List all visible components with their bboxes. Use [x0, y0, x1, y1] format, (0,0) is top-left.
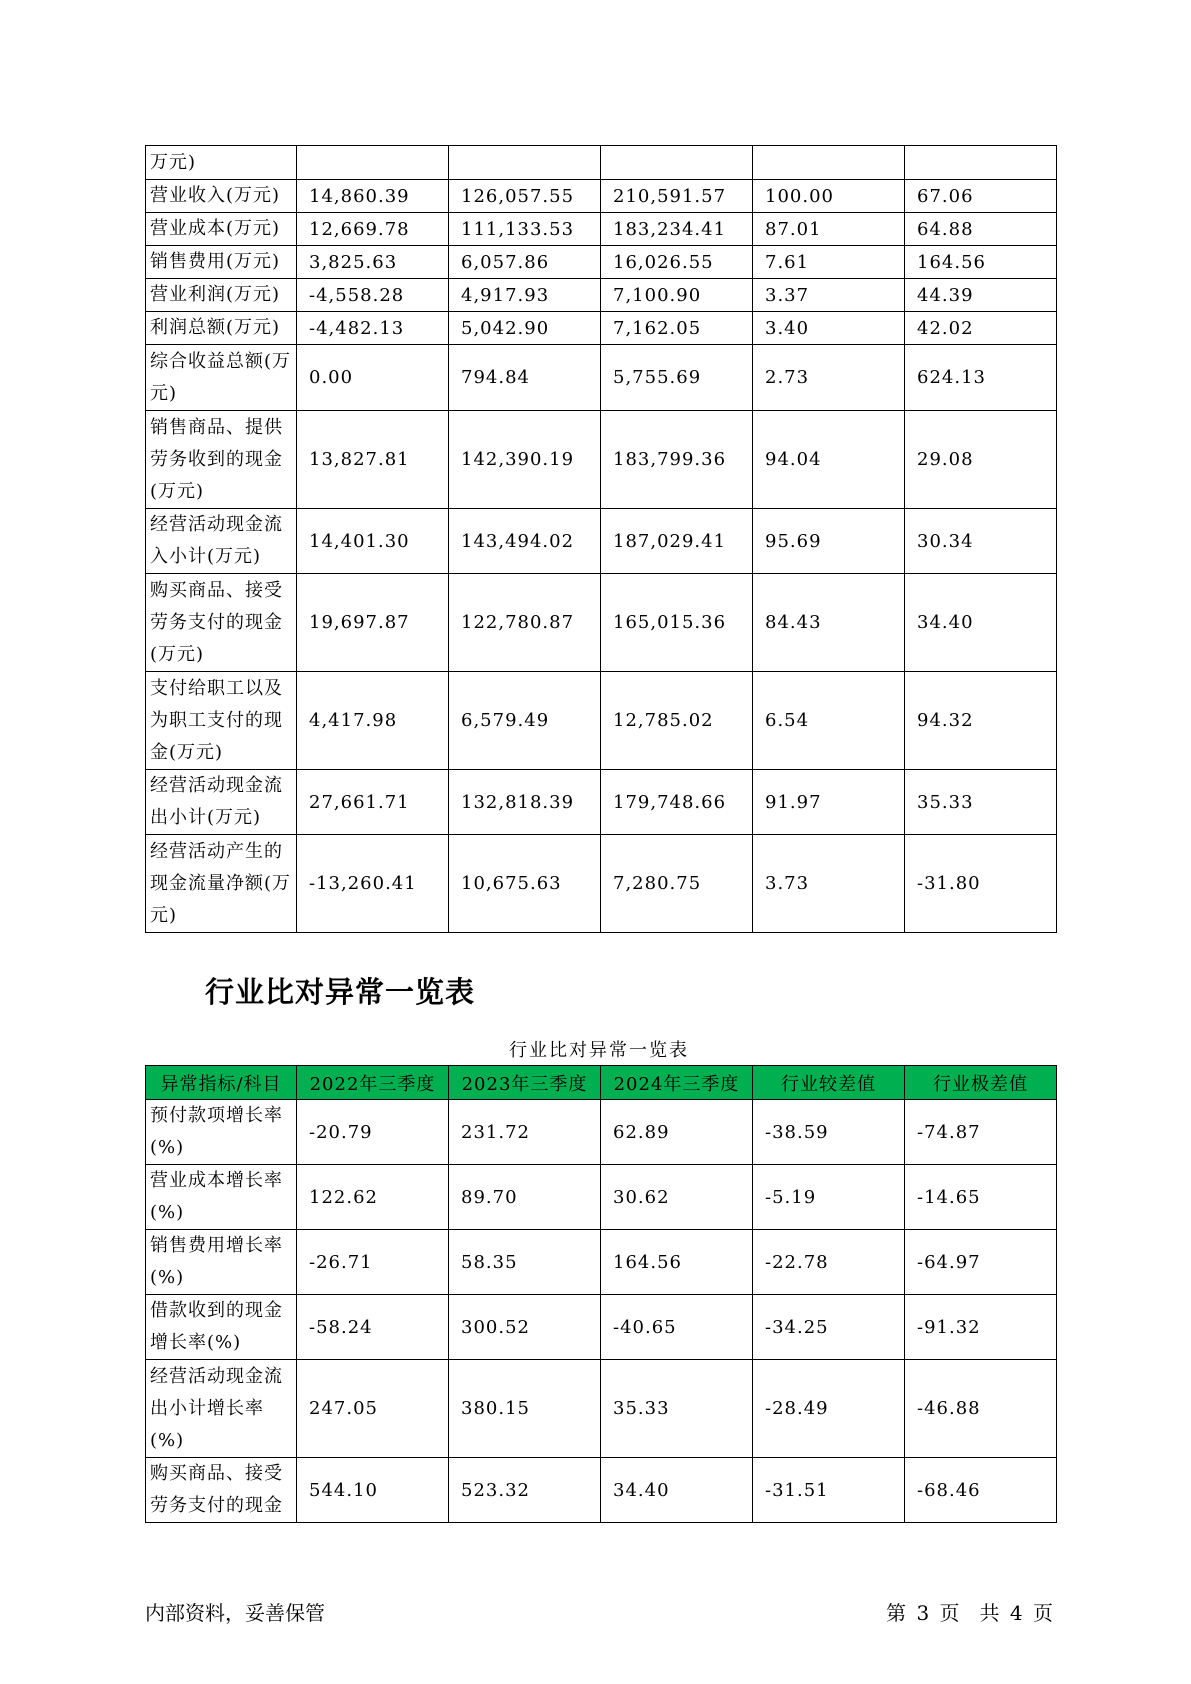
cell-value: 13,827.81 — [297, 411, 449, 509]
cell-value: 143,494.02 — [449, 509, 601, 574]
column-header: 2024年三季度 — [601, 1066, 753, 1100]
cell-value: 164.56 — [905, 246, 1057, 279]
cell-value: -58.24 — [297, 1295, 449, 1360]
cell-value: 7,162.05 — [601, 312, 753, 345]
page-number: 第 3 页 共 4 页 — [886, 1601, 1053, 1625]
cell-value: 16,026.55 — [601, 246, 753, 279]
table-caption: 行业比对异常一览表 — [509, 1040, 689, 1061]
cell-value: 523.32 — [449, 1458, 601, 1523]
industry-anomaly-table — [145, 1065, 1057, 1523]
cell-value: 111,133.53 — [449, 213, 601, 246]
row-label: 经营活动现金流出小计(万元) — [146, 770, 297, 835]
cell-value: 300.52 — [449, 1295, 601, 1360]
cell-value: 30.34 — [905, 509, 1057, 574]
table-row — [146, 770, 1057, 835]
cell-value: 58.35 — [449, 1230, 601, 1295]
section-heading: 行业比对异常一览表 — [205, 975, 476, 1009]
cell-value: 179,748.66 — [601, 770, 753, 835]
cell-value: 5,755.69 — [601, 345, 753, 411]
cell-value: -5.19 — [753, 1165, 905, 1230]
cell-value: 165,015.36 — [601, 574, 753, 672]
table-row — [146, 246, 1057, 279]
cell-value: 126,057.55 — [449, 180, 601, 213]
cell-value: 19,697.87 — [297, 574, 449, 672]
column-header: 2022年三季度 — [297, 1066, 449, 1100]
cell-value: 95.69 — [753, 509, 905, 574]
row-label: 万元) — [146, 146, 297, 180]
cell-value — [449, 146, 601, 180]
cell-value: 3,825.63 — [297, 246, 449, 279]
cell-value: 4,917.93 — [449, 279, 601, 312]
cell-value: 183,234.41 — [601, 213, 753, 246]
cell-value: -40.65 — [601, 1295, 753, 1360]
cell-value: 34.40 — [601, 1458, 753, 1523]
cell-value: 30.62 — [601, 1165, 753, 1230]
cell-value: -64.97 — [905, 1230, 1057, 1295]
cell-value: -68.46 — [905, 1458, 1057, 1523]
cell-value: 94.04 — [753, 411, 905, 509]
cell-value: 6,579.49 — [449, 672, 601, 770]
cell-value: 794.84 — [449, 345, 601, 411]
table-row — [146, 279, 1057, 312]
cell-value: 89.70 — [449, 1165, 601, 1230]
cell-value: 624.13 — [905, 345, 1057, 411]
cell-value: 247.05 — [297, 1360, 449, 1458]
cell-value: 64.88 — [905, 213, 1057, 246]
cell-value: 164.56 — [601, 1230, 753, 1295]
cell-value: 10,675.63 — [449, 835, 601, 933]
cell-value: 62.89 — [601, 1100, 753, 1165]
table-row — [146, 345, 1057, 411]
cell-value: -46.88 — [905, 1360, 1057, 1458]
cell-value: 34.40 — [905, 574, 1057, 672]
table-row — [146, 672, 1057, 770]
cell-value: 27,661.71 — [297, 770, 449, 835]
row-label: 预付款项增长率(%) — [146, 1100, 297, 1165]
row-label: 销售商品、提供劳务收到的现金(万元) — [146, 411, 297, 509]
cell-value: 35.33 — [601, 1360, 753, 1458]
cell-value: -26.71 — [297, 1230, 449, 1295]
table-row — [146, 1458, 1057, 1523]
cell-value: 4,417.98 — [297, 672, 449, 770]
cell-value: 84.43 — [753, 574, 905, 672]
table-row — [146, 1165, 1057, 1230]
cell-value — [753, 146, 905, 180]
cell-value: 122.62 — [297, 1165, 449, 1230]
cell-value: -20.79 — [297, 1100, 449, 1165]
cell-value: 142,390.19 — [449, 411, 601, 509]
cell-value: 7,100.90 — [601, 279, 753, 312]
row-label: 营业成本(万元) — [146, 213, 297, 246]
row-label: 经营活动产生的现金流量净额(万元) — [146, 835, 297, 933]
cell-value: 14,860.39 — [297, 180, 449, 213]
cell-value: 12,669.78 — [297, 213, 449, 246]
row-label: 借款收到的现金增长率(%) — [146, 1295, 297, 1360]
row-label: 支付给职工以及为职工支付的现金(万元) — [146, 672, 297, 770]
table-header-row — [146, 1066, 1057, 1100]
cell-value: 12,785.02 — [601, 672, 753, 770]
row-label: 营业收入(万元) — [146, 180, 297, 213]
cell-value: 42.02 — [905, 312, 1057, 345]
row-label: 购买商品、接受劳务支付的现金 — [146, 1458, 297, 1523]
cell-value: 7,280.75 — [601, 835, 753, 933]
table-row — [146, 509, 1057, 574]
cell-value: 14,401.30 — [297, 509, 449, 574]
row-label: 营业成本增长率(%) — [146, 1165, 297, 1230]
table-row — [146, 1295, 1057, 1360]
table-row — [146, 1230, 1057, 1295]
footer-confidential-note: 内部资料，妥善保管 — [145, 1601, 325, 1625]
cell-value: 100.00 — [753, 180, 905, 213]
row-label: 销售费用(万元) — [146, 246, 297, 279]
cell-value — [601, 146, 753, 180]
cell-value — [905, 146, 1057, 180]
table-row — [146, 1100, 1057, 1165]
table-row — [146, 213, 1057, 246]
cell-value: -4,482.13 — [297, 312, 449, 345]
cell-value: -28.49 — [753, 1360, 905, 1458]
cell-value: 231.72 — [449, 1100, 601, 1165]
cell-value: 183,799.36 — [601, 411, 753, 509]
column-header: 2023年三季度 — [449, 1066, 601, 1100]
cell-value: -14.65 — [905, 1165, 1057, 1230]
financial-data-table — [145, 145, 1057, 933]
cell-value: -22.78 — [753, 1230, 905, 1295]
cell-value: -4,558.28 — [297, 279, 449, 312]
column-header: 行业较差值 — [753, 1066, 905, 1100]
table-row — [146, 574, 1057, 672]
table-row — [146, 312, 1057, 345]
cell-value: 380.15 — [449, 1360, 601, 1458]
table-row — [146, 146, 1057, 180]
table-row — [146, 411, 1057, 509]
cell-value: -38.59 — [753, 1100, 905, 1165]
cell-value: 5,042.90 — [449, 312, 601, 345]
cell-value: 122,780.87 — [449, 574, 601, 672]
cell-value: 44.39 — [905, 279, 1057, 312]
row-label: 经营活动现金流入小计(万元) — [146, 509, 297, 574]
cell-value: -31.51 — [753, 1458, 905, 1523]
cell-value: 94.32 — [905, 672, 1057, 770]
cell-value: -74.87 — [905, 1100, 1057, 1165]
cell-value: 7.61 — [753, 246, 905, 279]
cell-value: 2.73 — [753, 345, 905, 411]
cell-value: -91.32 — [905, 1295, 1057, 1360]
cell-value: 67.06 — [905, 180, 1057, 213]
cell-value — [297, 146, 449, 180]
cell-value: 210,591.57 — [601, 180, 753, 213]
table-row — [146, 1360, 1057, 1458]
cell-value: 132,818.39 — [449, 770, 601, 835]
cell-value: 3.40 — [753, 312, 905, 345]
cell-value: 0.00 — [297, 345, 449, 411]
cell-value: 29.08 — [905, 411, 1057, 509]
table-row — [146, 180, 1057, 213]
row-label: 综合收益总额(万元) — [146, 345, 297, 411]
row-label: 购买商品、接受劳务支付的现金(万元) — [146, 574, 297, 672]
cell-value: -31.80 — [905, 835, 1057, 933]
cell-value: 3.73 — [753, 835, 905, 933]
column-header: 行业极差值 — [905, 1066, 1057, 1100]
cell-value: 6.54 — [753, 672, 905, 770]
column-header: 异常指标/科目 — [146, 1066, 297, 1100]
row-label: 利润总额(万元) — [146, 312, 297, 345]
row-label: 销售费用增长率(%) — [146, 1230, 297, 1295]
cell-value: 35.33 — [905, 770, 1057, 835]
cell-value: 91.97 — [753, 770, 905, 835]
cell-value: -13,260.41 — [297, 835, 449, 933]
cell-value: 87.01 — [753, 213, 905, 246]
cell-value: 187,029.41 — [601, 509, 753, 574]
row-label: 营业利润(万元) — [146, 279, 297, 312]
cell-value: -34.25 — [753, 1295, 905, 1360]
cell-value: 3.37 — [753, 279, 905, 312]
cell-value: 544.10 — [297, 1458, 449, 1523]
table-row — [146, 835, 1057, 933]
row-label: 经营活动现金流出小计增长率(%) — [146, 1360, 297, 1458]
cell-value: 6,057.86 — [449, 246, 601, 279]
